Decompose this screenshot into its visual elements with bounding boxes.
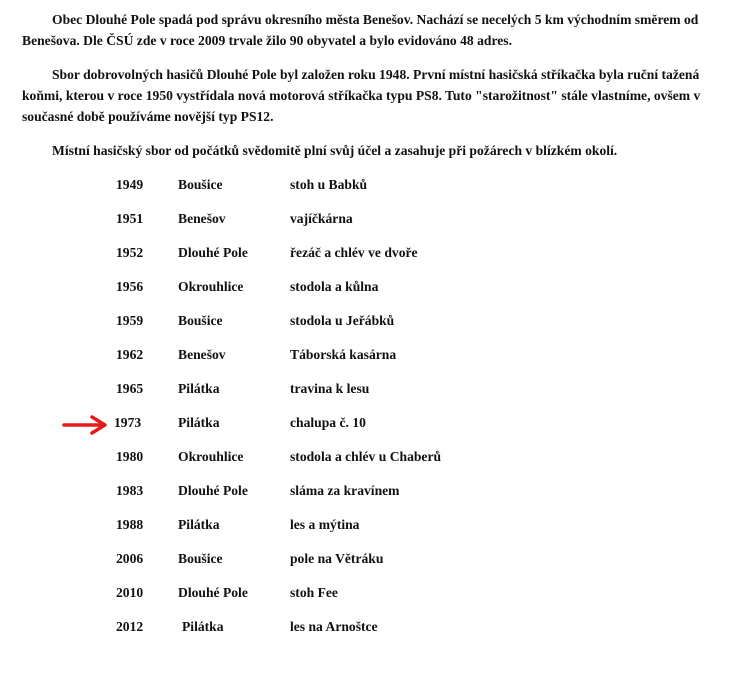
fire-event: Táborská kasárna (290, 347, 397, 362)
fire-event: stodola u Jeřábků (290, 313, 395, 328)
fire-row (0, 480, 750, 502)
fire-year: 1951 (116, 211, 144, 226)
fire-year: 1952 (116, 245, 144, 260)
fire-year: 1949 (116, 177, 144, 192)
fire-year: 1973 (114, 415, 142, 430)
fire-event: stodola a chlév u Chaberů (290, 449, 442, 464)
fire-year: 1962 (116, 347, 144, 362)
fire-place: Dlouhé Pole (178, 585, 248, 600)
fire-event: stoh Fee (290, 585, 338, 600)
fire-row (0, 276, 750, 298)
intro-paragraph (22, 9, 730, 51)
history-paragraph (22, 64, 730, 127)
fire-place: Pilátka (182, 619, 224, 634)
fire-row (0, 514, 750, 536)
fire-event: les a mýtina (290, 517, 360, 532)
fire-row (0, 310, 750, 332)
fire-place: Boušice (178, 551, 223, 566)
fire-row (0, 548, 750, 570)
fire-row (0, 174, 750, 196)
intro-paragraph-text: Obec Dlouhé Pole spadá pod správu okresního města Benešov. Nachází se necelých 5 km východním směrem od Benešova. Dle ČSÚ zde v roce 2009 trvale žilo 90 obyvatel a bylo evidováno 48 adres. (22, 12, 699, 48)
fire-place: Boušice (178, 313, 223, 328)
fire-place: Benešov (178, 211, 226, 226)
history-paragraph-text: Sbor dobrovolných hasičů Dlouhé Pole byl založen roku 1948. První místní hasičská stříkačka byla ruční tažená koňmi, kterou v roce 1950 vystřídala nová motorová stříkačka typu PS8. Tuto "starožitnost" stále vlastníme, ovšem v současné době používáme novější typ PS12. (22, 67, 701, 124)
fire-row (0, 446, 750, 468)
fire-place: Okrouhlice (178, 449, 244, 464)
fire-event: les na Arnoštce (290, 619, 378, 634)
activity-paragraph-text: Místní hasičský sbor od počátků svědomitě plní svůj účel a zasahuje při požárech v blízkém okolí. (52, 143, 618, 158)
fire-event: pole na Větráku (290, 551, 384, 566)
fire-year: 1956 (116, 279, 144, 294)
fire-place: Dlouhé Pole (178, 483, 248, 498)
fire-event: řezáč a chlév ve dvoře (290, 245, 418, 260)
fire-place: Boušice (178, 177, 223, 192)
fire-place: Pilátka (178, 381, 220, 396)
fire-place: Pilátka (178, 517, 220, 532)
fire-place: Okrouhlice (178, 279, 244, 294)
fire-event: vajíčkárna (290, 211, 353, 226)
fire-year: 2010 (116, 585, 144, 600)
fire-event: travina k lesu (290, 381, 370, 396)
fire-year: 1988 (116, 517, 144, 532)
fire-year: 1965 (116, 381, 144, 396)
activity-paragraph (22, 140, 730, 161)
fire-event: stodola a kůlna (290, 279, 379, 294)
fire-year: 2006 (116, 551, 144, 566)
fire-row (0, 208, 750, 230)
fire-year: 1959 (116, 313, 144, 328)
fire-row-highlighted (0, 412, 750, 434)
fire-row (0, 242, 750, 264)
fire-year: 1980 (116, 449, 144, 464)
fire-year: 1983 (116, 483, 144, 498)
fire-place: Benešov (178, 347, 226, 362)
fire-event: sláma za kravínem (290, 483, 400, 498)
fire-place: Dlouhé Pole (178, 245, 248, 260)
fire-event: stoh u Babků (290, 177, 368, 192)
fire-row (0, 344, 750, 366)
fire-row (0, 378, 750, 400)
fire-row (0, 616, 750, 638)
fire-event: chalupa č. 10 (290, 415, 366, 430)
arrow-right-icon (60, 414, 110, 436)
fire-row (0, 582, 750, 604)
fire-year: 2012 (116, 619, 144, 634)
fire-place: Pilátka (178, 415, 220, 430)
